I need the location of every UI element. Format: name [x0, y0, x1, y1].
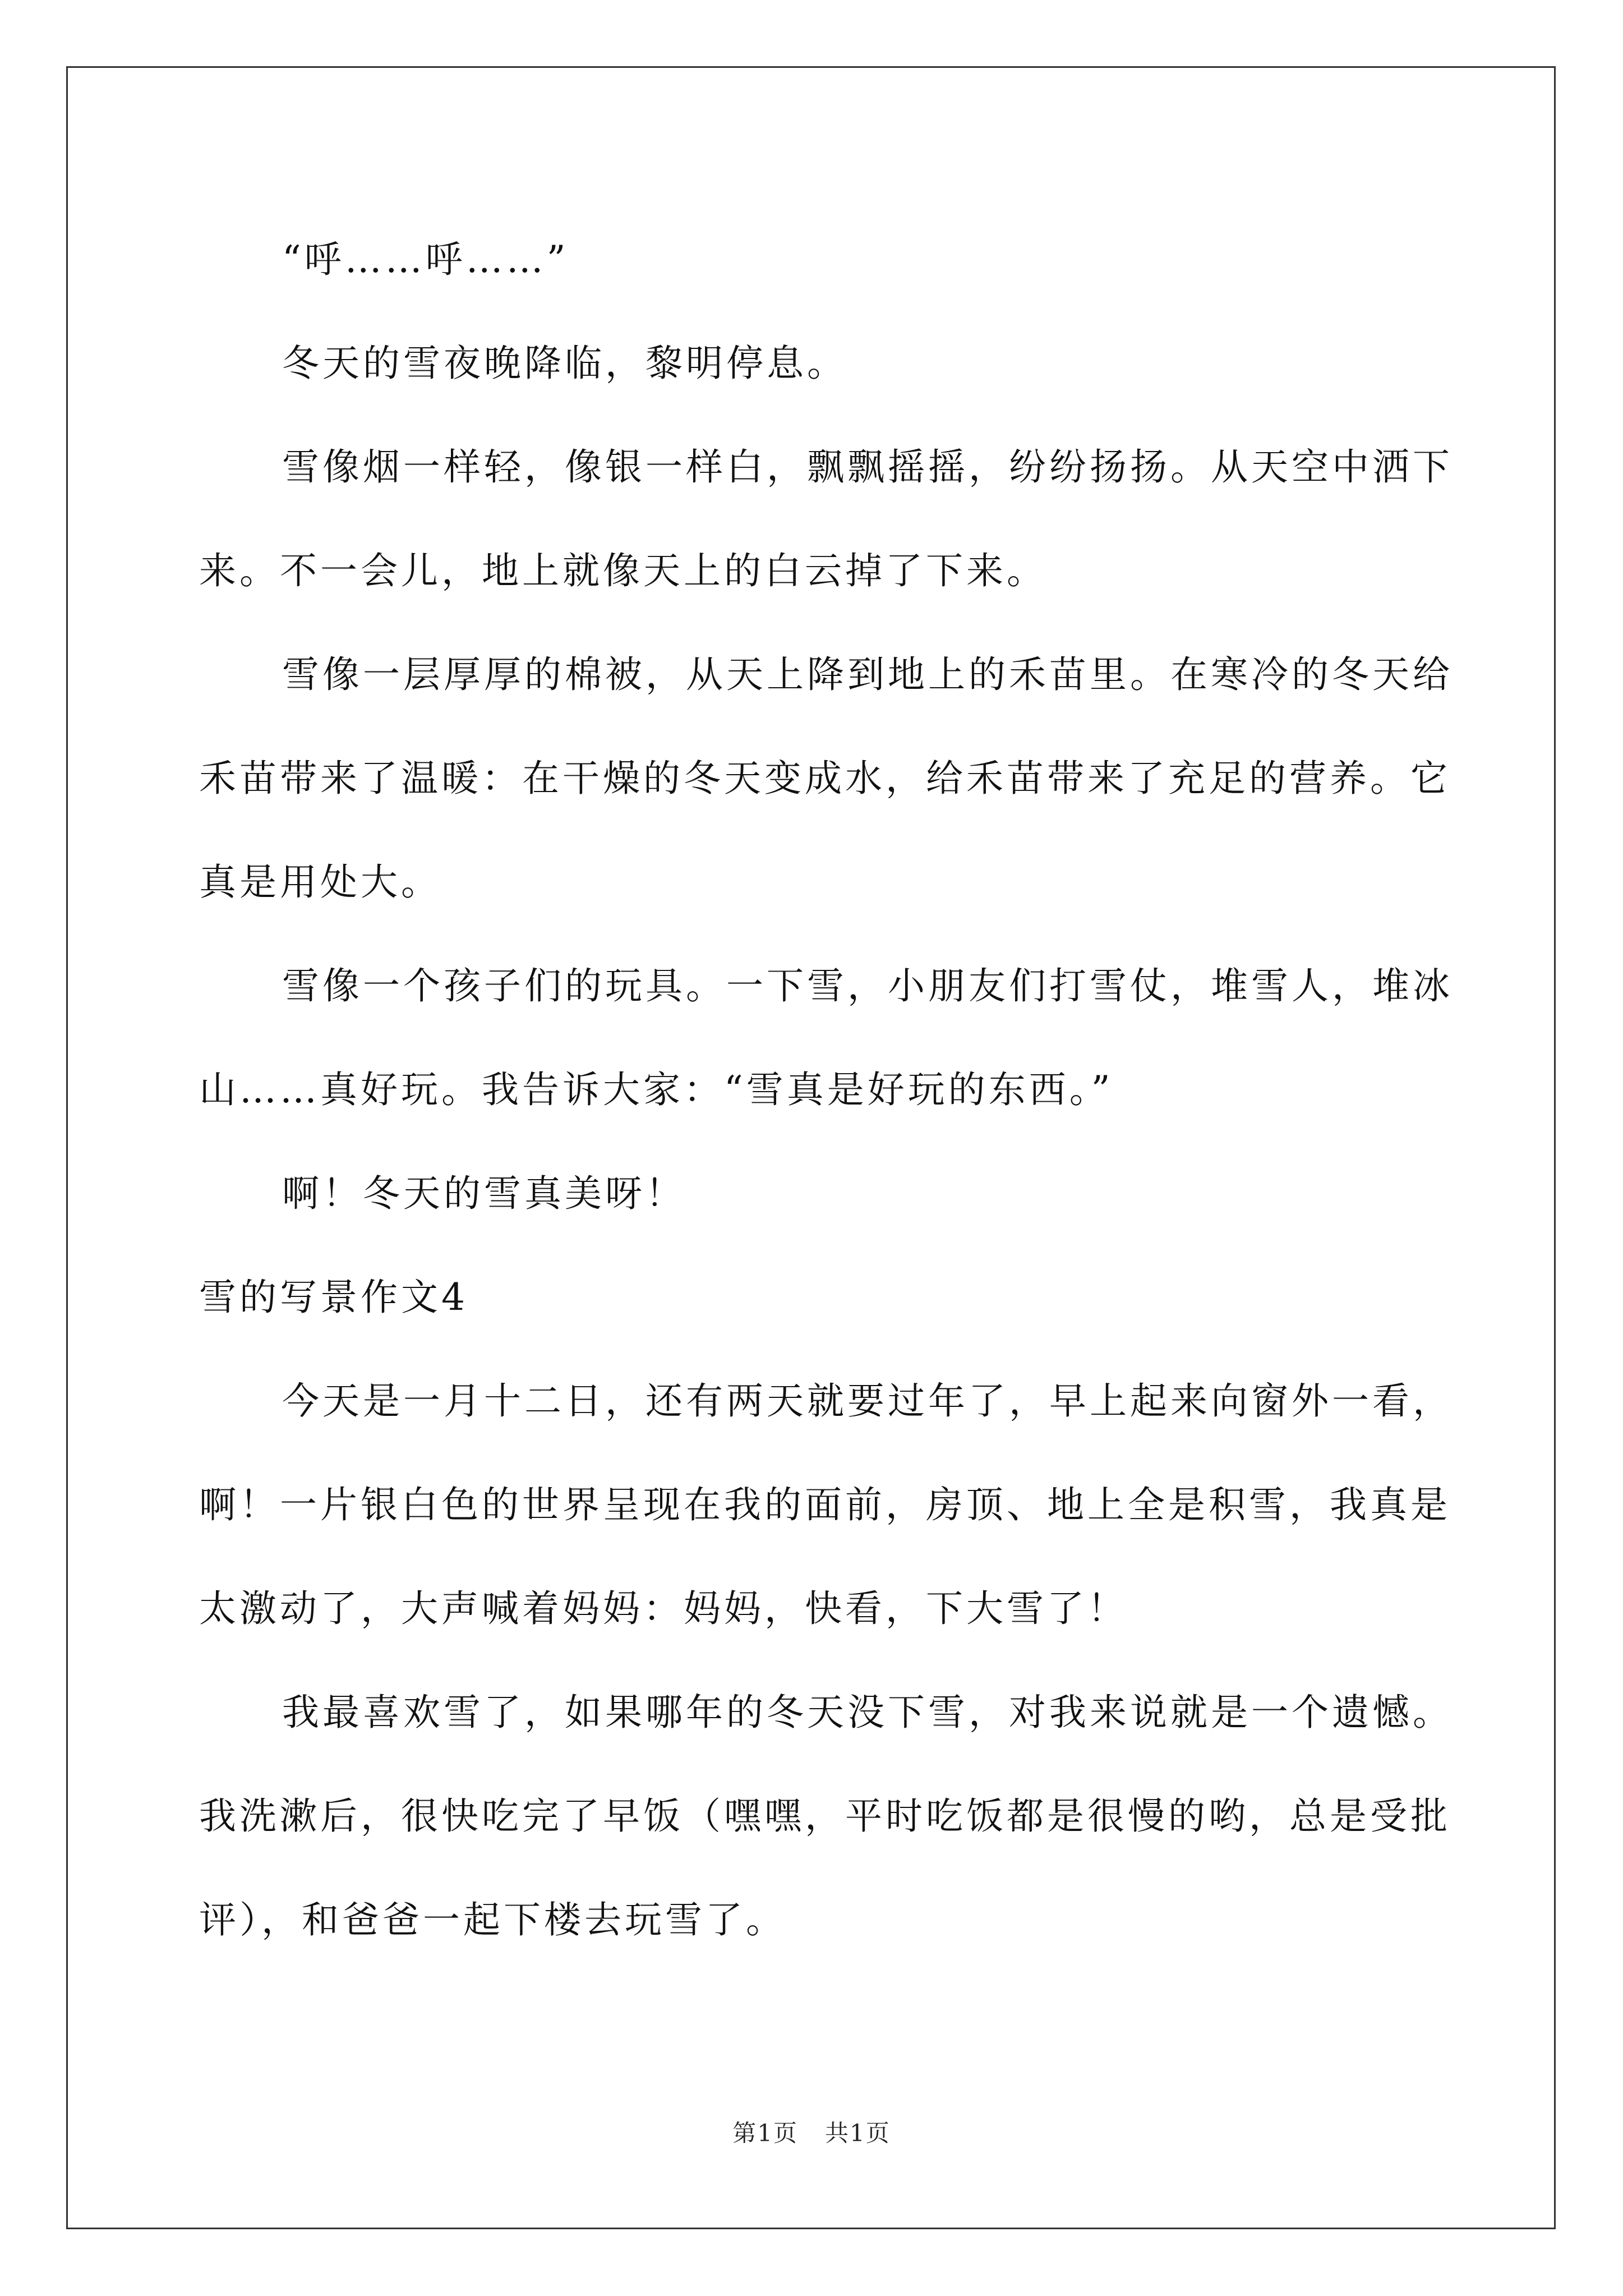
- paragraph: 我最喜欢雪了，如果哪年的冬天没下雪，对我来说就是一个遗憾。我洗漱后，很快吃完了早饭（嘿嘿，平时吃饭都是很慢的哟，总是受批评），和爸爸一起下楼去玩雪了。: [199, 1691, 1453, 1941]
- page-number: 第1页: [732, 2119, 798, 2147]
- paragraph: 雪像一个孩子们的玩具。一下雪，小朋友们打雪仗，堆雪人，堆冰山……真好玩。我告诉大家：“雪真是好玩的东西。”: [199, 964, 1453, 1111]
- paragraph: “呼……呼……”: [282, 238, 569, 281]
- paragraph: 雪像一层厚厚的棉被，从天上降到地上的禾苗里。在寒冷的冬天给禾苗带来了温暖：在干燥的冬天变成水，给禾苗带来了充足的营养。它真是用处大。: [199, 653, 1453, 904]
- page-total: 共1页: [825, 2119, 891, 2147]
- paragraph: 雪像烟一样轻，像银一样白，飘飘摇摇，纷纷扬扬。从天空中洒下来。不一会儿，地上就像天上的白云掉了下来。: [199, 445, 1453, 592]
- paragraph: 今天是一月十二日，还有两天就要过年了，早上起来向窗外一看，啊！一片银白色的世界呈现在我的面前，房顶、地上全是积雪，我真是太激动了，大声喊着妈妈：妈妈，快看，下大雪了！: [199, 1379, 1453, 1630]
- document-body: [199, 208, 1461, 1972]
- paragraph: 啊！冬天的雪真美呀！: [282, 1172, 686, 1215]
- page-footer: [0, 2115, 1623, 2148]
- section-title: 雪的写景作文4: [199, 1276, 468, 1319]
- paragraph: 冬天的雪夜晚降临，黎明停息。: [282, 342, 847, 385]
